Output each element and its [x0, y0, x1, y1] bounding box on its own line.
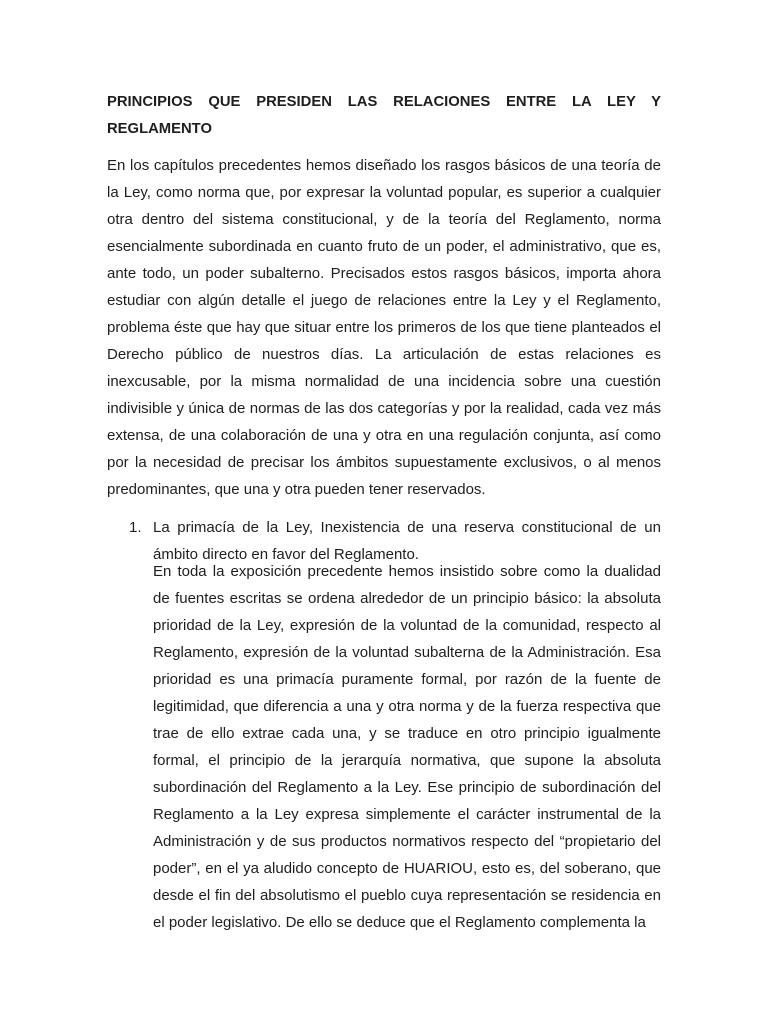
list-item-header	[107, 514, 661, 568]
list-item-heading: La primacía de la Ley, Inexistencia de una reserva constitucional de un ámbito directo en favor del Reglamento.	[153, 519, 661, 563]
intro-paragraph: En los capítulos precedentes hemos diseñado los rasgos básicos de una teoría de la Ley, como norma que, por expresar la voluntad popular, es superior a cualquier otra dentro del sistema constitucional, y de la teoría del Reglamento, norma esencialmente subordinada en cuanto fruto de un poder, el administrativo, que es, ante todo, un poder subalterno. Precisados estos rasgos básicos, importa ahora estudiar con algún detalle el juego de relaciones entre la Ley y el Reglamento, problema éste que hay que situar entre los primeros de los que tiene planteados el Derecho público de nuestros días. La articulación de estas relaciones es inexcusable, por la misma normalidad de una incidencia sobre una cuestión indivisible y única de normas de las dos categorías y por la realidad, cada vez más extensa, de una colaboración de una y otra en una regulación conjunta, así como por la necesidad de precisar los ámbitos supuestamente exclusivos, o al menos predominantes, que una y otra pueden tener reservados.	[107, 157, 661, 498]
document-title: PRINCIPIOS QUE PRESIDEN LAS RELACIONES ENTRE LA LEY Y REGLAMENTO	[107, 94, 661, 137]
list-item	[107, 514, 661, 936]
list-item-body: En toda la exposición precedente hemos insistido sobre como la dualidad de fuentes escritas se ordena alrededor de un principio básico: la absoluta prioridad de la Ley, expresión de la voluntad de la comunidad, respecto al Reglamento, expresión de la voluntad subalterna de la Administración. Esa prioridad es una primacía puramente formal, por razón de la fuente de legitimidad, que diferencia a una y otra norma y de la fuerza respectiva que trae de ello extrae cada una, y se traduce en otro principio igualmente formal, el principio de la jerarquía normativa, que supone la absoluta subordinación del Reglamento a la Ley. Ese principio de subordinación del Reglamento a la Ley expresa simplemente el carácter instrumental de la Administración y de sus productos normativos respecto del “propietario del poder”, en el ya aludido concepto de HUARIOU, esto es, del soberano, que desde el fin del absolutismo el pueblo cuya representación se residencia en el poder legislativo. De ello se deduce que el Reglamento complementa la	[153, 563, 661, 931]
numbered-list	[107, 514, 661, 936]
list-item-number: 1.	[129, 519, 142, 536]
